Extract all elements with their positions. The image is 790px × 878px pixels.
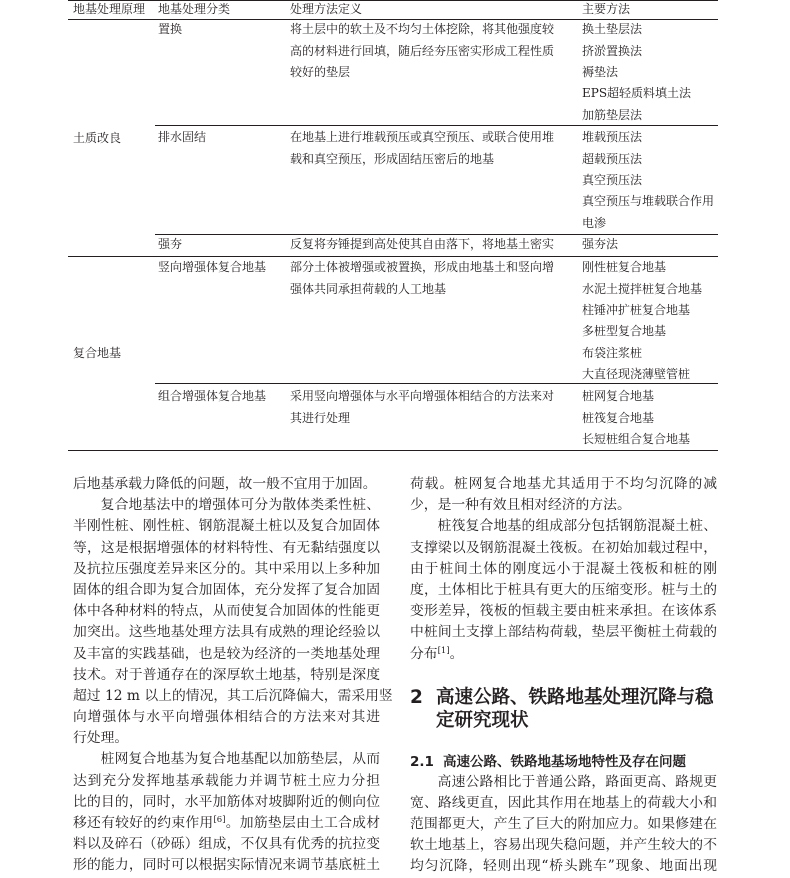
header-category: 地基处理分类 <box>158 2 231 16</box>
text-segment: 移还有较好的约束作用 <box>73 815 214 831</box>
category-cell: 置换 <box>158 22 183 37</box>
method-item: 布袋注浆桩 <box>582 345 643 360</box>
text-line: 由于桩间土体的刚度远小于混凝土筏板和桩的刚 <box>410 560 717 577</box>
method-item: 真空预压与堆载联合作用 <box>582 194 715 209</box>
text-segment: 。加筋垫层由土工合成材 <box>225 815 381 831</box>
subsection-number: 2.1 <box>410 753 434 770</box>
category-cell: 竖向增强体复合地基 <box>158 260 267 275</box>
method-item: 堆载预压法 <box>582 130 643 145</box>
text-line: 等，这是根据增强体的材料特性、有无黏结强度以 <box>73 539 380 556</box>
section-heading <box>410 686 720 732</box>
method-item: 水泥土搅拌桩复合地基 <box>582 281 703 296</box>
text-line: 荷载。桩网复合地基尤其适用于不均匀沉降的减 <box>410 476 717 492</box>
citation-reference: [1] <box>437 645 450 656</box>
text-line: 形的能力，同时可以根据实际情况来调节基底桩土 <box>73 857 380 874</box>
text-line: 宽、路线更直，因此其作用在地基上的荷载大小和 <box>410 795 717 811</box>
method-item: EPS超轻质料填土法 <box>582 86 692 101</box>
subsection-heading <box>410 752 710 773</box>
methods-cell <box>582 127 714 234</box>
principle-cell: 土质改良 <box>73 131 122 146</box>
text-line: 半刚性桩、刚性桩、钢筋混凝土桩以及复合加固体 <box>73 518 380 535</box>
definition-cell <box>290 127 554 170</box>
definition-cell <box>290 234 554 255</box>
method-item: 柱锤冲扩桩复合地基 <box>582 303 691 318</box>
method-item: 强夯法 <box>582 237 619 252</box>
text-line: 体中各种材料的特点，从而使复合加固体的性能更 <box>73 603 380 620</box>
methods-cell <box>582 234 618 255</box>
section-title <box>436 686 714 732</box>
method-item: 桩筏复合地基 <box>582 410 655 425</box>
category-cell: 组合增强体复合地基 <box>158 389 267 404</box>
citation-reference: [6] <box>213 815 226 825</box>
definition-line: 其进行处理 <box>290 410 351 425</box>
definition-line: 将土层中的软土及不均匀土体挖除，将其他强度较 <box>290 22 555 37</box>
section-number: 2 <box>410 686 423 708</box>
text-line: 桩筏复合地基的组成部分包括钢筋混凝土桩、 <box>437 518 717 535</box>
text-line: 行处理。 <box>73 730 129 747</box>
right-paragraph-2 <box>410 772 717 877</box>
text-line: 向增强体与水平向增强体相结合的方法来对其进 <box>73 709 380 726</box>
text-line: 支撑梁以及钢筋混凝土筏板。在初始加载过程中， <box>410 539 717 556</box>
text-line: 高速公路相比于普通公路，路面更高、路规更 <box>437 774 717 790</box>
text-line: 技术。对于普通存在的深厚软土地基，特别是深度 <box>73 666 380 683</box>
text-line: 比的目的，同时，水平加筋体对坡脚附近的侧向位 <box>73 793 380 810</box>
text-line: 料以及碎石（砂砾）组成，不仅具有优秀的抗拉变 <box>73 836 380 853</box>
text-line <box>73 813 380 834</box>
method-item: 超载预压法 <box>582 151 643 166</box>
text-segment: 分布 <box>410 645 438 662</box>
text-line <box>410 644 717 665</box>
header-principle: 地基处理原理 <box>73 2 146 16</box>
right-paragraph-1 <box>410 474 717 665</box>
methods-cell <box>582 257 702 385</box>
text-line: 度，土体相比于桩具有更大的压缩变形。桩与土的 <box>410 581 717 598</box>
definition-line: 反复将夯锤提到高处使其自由落下，将地基土密实 <box>290 237 555 252</box>
definition-line: 强体共同承担荷载的人工地基 <box>290 281 447 296</box>
method-item: 换土垫层法 <box>582 22 643 37</box>
method-item: 长短桩组合复合地基 <box>582 432 691 447</box>
principle-cell: 复合地基 <box>73 346 122 361</box>
header-definition: 处理方法定义 <box>290 2 363 16</box>
section-title-line: 高速公路、铁路地基处理沉降与稳 <box>436 686 714 708</box>
method-item: 刚性桩复合地基 <box>582 260 667 275</box>
text-line: 达到充分发挥地基承载能力并调节桩土应力分担 <box>73 772 380 789</box>
text-line: 少，是一种有效且相对经济的方法。 <box>410 497 631 514</box>
category-cell: 排水固结 <box>158 130 207 145</box>
text-line: 复合地基法中的增强体可分为散体类柔性桩、 <box>100 497 380 514</box>
text-line: 固体的组合即为复合加固体，充分发挥了复合加固 <box>73 581 380 598</box>
category-cell: 强夯 <box>158 237 183 252</box>
method-item: 真空预压法 <box>582 173 643 188</box>
method-item: 加筋垫层法 <box>582 107 643 122</box>
text-line: 及抗拉压强度差异来区分的。其中采用以上多种加 <box>73 560 380 577</box>
text-line: 超过 12 m 以上的情况，其工后沉降偏大，需采用竖 <box>73 687 393 704</box>
method-item: 挤淤置换法 <box>582 43 643 58</box>
definition-line: 高的材料进行回填，随后经夯压密实形成工程性质 <box>290 43 555 58</box>
definition-line: 较好的垫层 <box>290 65 351 80</box>
text-line: 后地基承载力降低的问题，故一般不宜用于加固。 <box>73 476 377 492</box>
text-line: 桩网复合地基为复合地基配以加筋垫层，从而 <box>100 751 380 768</box>
text-line: 中桩间土支撑上部结构荷载，垫层平衡桩土荷载的 <box>410 624 717 641</box>
method-item: 电渗 <box>582 215 607 230</box>
definition-cell <box>290 19 554 83</box>
definition-cell <box>290 257 554 300</box>
definition-line: 在地基上进行堆载预压或真空预压、或联合使用堆 <box>290 130 555 145</box>
method-item: 桩网复合地基 <box>582 389 655 404</box>
text-line: 及丰富的实践基础，也是较为经济的一类地基处理 <box>73 645 380 662</box>
definition-line: 部分土体被增强或被置换，形成由地基土和竖向增 <box>290 260 555 275</box>
text-line: 变形差异，筏板的恒载主要由桩来承担。在该体系 <box>410 603 717 620</box>
text-line: 均匀沉降，轻则出现“桥头跳车”现象、地面出现 <box>410 858 717 874</box>
methods-cell <box>582 19 691 126</box>
section-title-line: 定研究现状 <box>436 709 529 731</box>
definition-line: 载和真空预压，形成固结压密后的地基 <box>290 151 495 166</box>
left-text-column <box>73 474 393 877</box>
text-line: 加突出。这些地基处理方法具有成熟的理论经验以 <box>73 624 380 641</box>
header-methods: 主要方法 <box>582 2 631 16</box>
text-line: 范围都更大，产生了巨大的附加应力。如果修建在 <box>410 816 717 832</box>
method-item: 多桩型复合地基 <box>582 324 667 339</box>
method-item: 大直径现浇薄壁管桩 <box>582 367 691 382</box>
text-segment: 。 <box>449 645 464 662</box>
definition-line: 采用竖向增强体与水平向增强体相结合的方法来对 <box>290 389 555 404</box>
text-line: 软土地基上，容易出现失稳问题，并产生较大的不 <box>410 837 717 853</box>
definition-cell <box>290 386 554 429</box>
methods-cell <box>582 386 690 450</box>
subsection-title: 高速公路、铁路地基场地特性及存在问题 <box>443 753 686 770</box>
method-item: 褥垫法 <box>582 65 619 80</box>
